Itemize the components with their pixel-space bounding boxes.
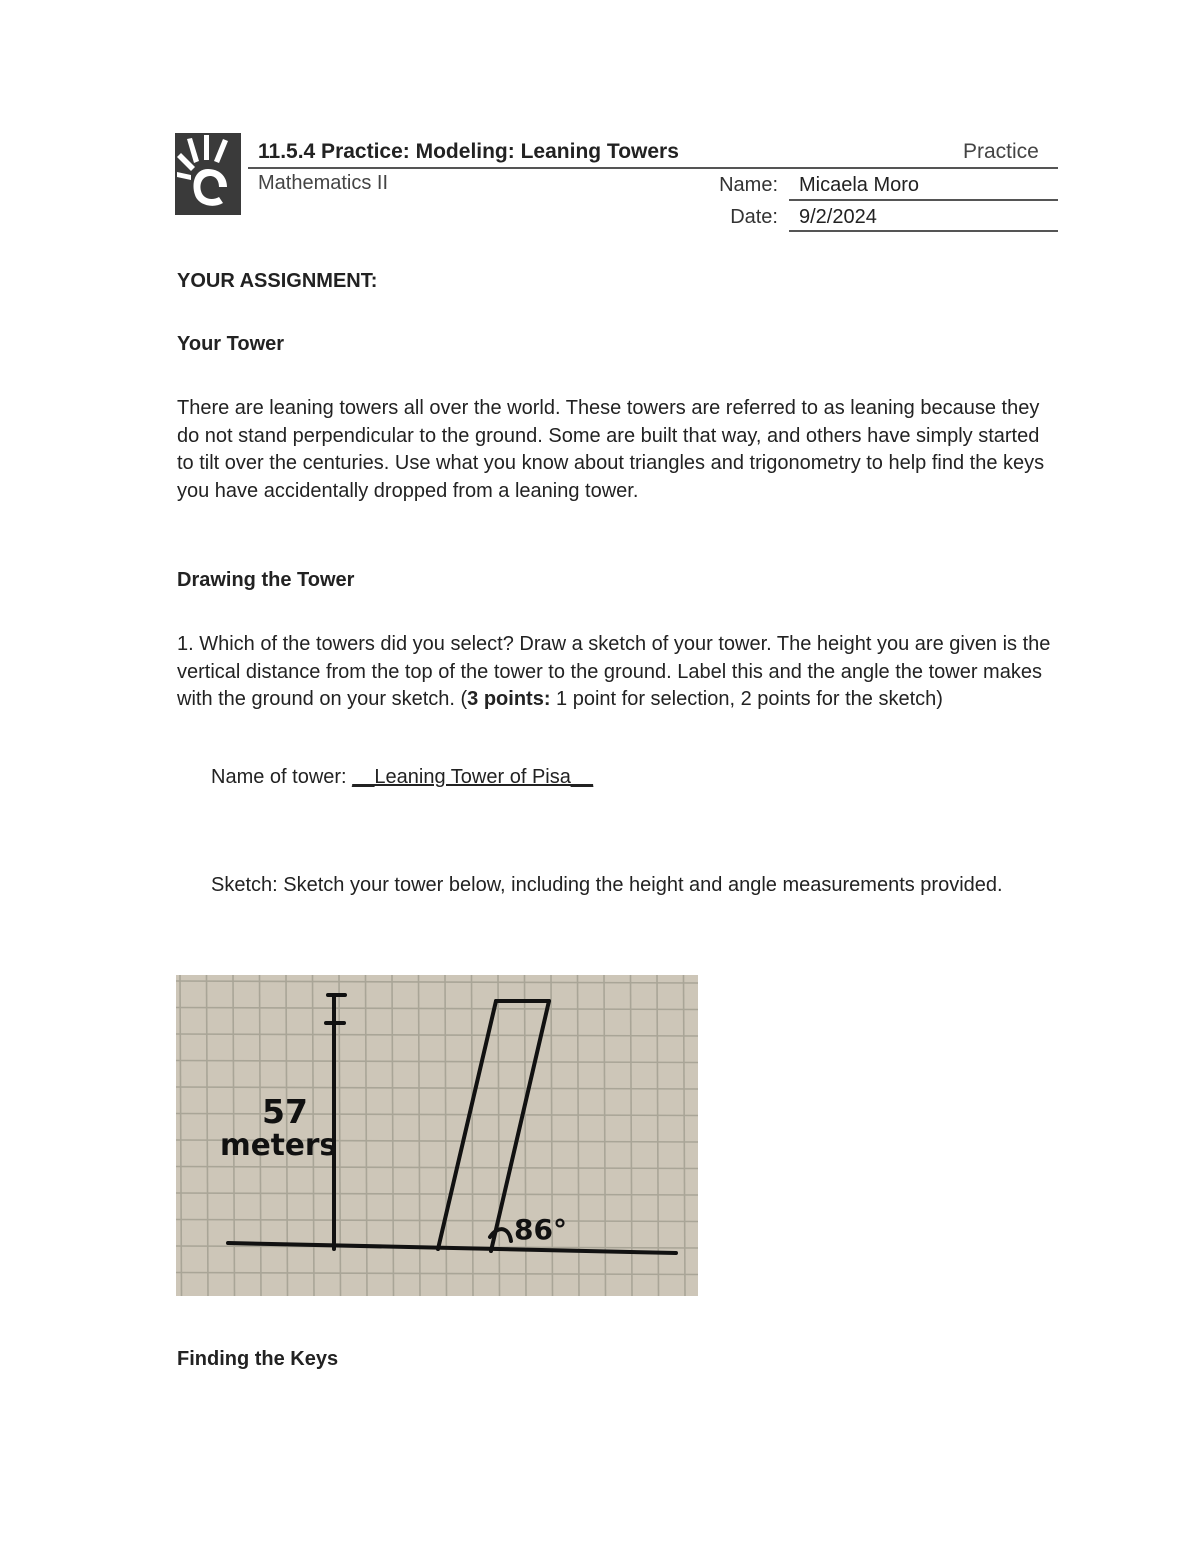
- date-label: Date:: [730, 206, 778, 228]
- angle-label: 86°: [514, 1213, 567, 1246]
- finding-keys-heading: Finding the Keys: [177, 1348, 339, 1370]
- assignment-heading: YOUR ASSIGNMENT:: [177, 270, 378, 292]
- sketch-instruction: Sketch: Sketch your tower below, including the height and angle measurements provided.: [211, 874, 1003, 896]
- question-1-points-rest: 1 point for selection, 2 points for the sketch): [550, 688, 943, 710]
- tower-name-line: [211, 764, 1051, 792]
- header-rule: [248, 167, 1058, 169]
- course-name: Mathematics II: [258, 172, 389, 194]
- name-underline: [789, 199, 1058, 201]
- document-type: Practice: [963, 140, 1039, 163]
- height-unit: meters: [220, 1128, 337, 1163]
- your-tower-heading: Your Tower: [177, 333, 285, 355]
- name-label: Name:: [719, 174, 778, 196]
- date-value: 9/2/2024: [799, 206, 877, 228]
- tower-name-value: __Leaning Tower of Pisa__: [352, 766, 594, 788]
- tower-name-label: Name of tower:: [211, 766, 353, 788]
- school-logo-icon: [175, 133, 241, 215]
- intro-paragraph: There are leaning towers all over the world. These towers are referred to as leaning because they do not stand perpendicular to the ground. Some are built that way, and others have simply started to tilt over the centuries. Use what you know about triangles and trigonometry to help find the keys you have accidentally dropped from a leaning tower.: [177, 397, 1045, 502]
- height-number: 57: [262, 1092, 308, 1131]
- date-underline: [789, 230, 1058, 232]
- question-1-text: 1. Which of the towers did you select? Draw a sketch of your tower. The height you are given is the vertical distance from the top of the tower to the ground. Label this and the angle the tower makes with the ground on your sketch. (: [177, 633, 1051, 710]
- drawing-tower-heading: Drawing the Tower: [177, 569, 355, 591]
- question-1-points: 3 points:: [467, 688, 551, 710]
- tower-sketch: [176, 975, 698, 1296]
- document-title: 11.5.4 Practice: Modeling: Leaning Towers: [258, 140, 679, 163]
- question-1: [177, 631, 1057, 714]
- name-value: Micaela Moro: [799, 174, 920, 196]
